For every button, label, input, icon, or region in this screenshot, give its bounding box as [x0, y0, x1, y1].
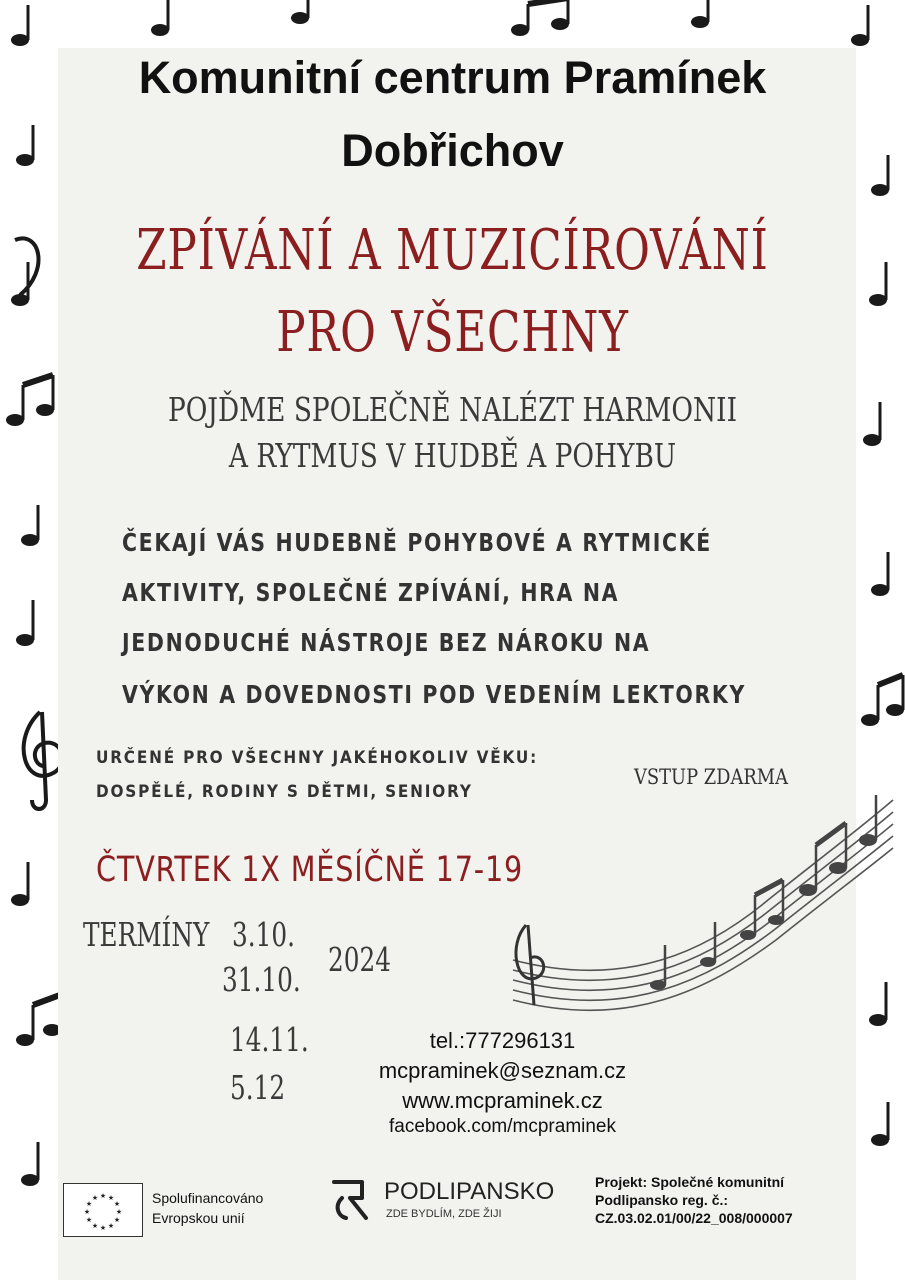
- podlipansko-name: PODLIPANSKO: [384, 1178, 555, 1205]
- svg-text:★: ★: [99, 1225, 107, 1232]
- podlipansko-tagline: ZDE BYDLÍM, ZDE ŽIJI: [386, 1208, 502, 1220]
- music-note-icon: [21, 1142, 39, 1186]
- subtitle-line1: POJĎME SPOLEČNĚ NALÉZT HARMONII: [167, 390, 738, 429]
- svg-text:★: ★: [99, 1193, 107, 1200]
- date-item: 14.11.: [230, 1020, 309, 1059]
- svg-text:★: ★: [107, 1223, 115, 1230]
- music-note-icon: [11, 5, 29, 46]
- svg-text:★: ★: [91, 1223, 99, 1230]
- music-note-icon: [291, 0, 309, 24]
- subtitle-line2: A RYTMUS V HUDBĚ A POHYBU: [228, 436, 677, 475]
- project-text-line1: Projekt: Společné komunitní: [595, 1174, 785, 1190]
- svg-text:★: ★: [85, 1217, 93, 1224]
- music-note-icon: [871, 1102, 889, 1146]
- description-line: JEDNODUCHÉ NÁSTROJE BEZ NÁROKU NA: [122, 628, 651, 657]
- contact-facebook[interactable]: facebook.com/mcpraminek: [388, 1116, 617, 1137]
- description-line: AKTIVITY, SPOLEČNÉ ZPÍVÁNÍ, HRA NA: [122, 578, 620, 607]
- eu-flag: [63, 1183, 143, 1237]
- music-note-icon: [11, 862, 29, 906]
- description-line: VÝKON A DOVEDNOSTI POD VEDENÍM LEKTORKY: [122, 680, 746, 709]
- music-note-icon: [869, 262, 887, 306]
- project-text-line2: Podlipansko reg. č.:: [595, 1192, 729, 1208]
- music-note-icon: [851, 5, 869, 46]
- music-note-icon: [861, 675, 904, 726]
- organization-location: Dobřichov: [341, 125, 564, 176]
- schedule-label: ČTVRTEK 1X MĚSÍČNĚ 17-19: [96, 850, 524, 890]
- svg-text:★: ★: [113, 1217, 121, 1224]
- contact-email[interactable]: mcpraminek@seznam.cz: [378, 1058, 627, 1083]
- eu-text-line1: Spolufinancováno: [152, 1190, 264, 1206]
- event-title-line1: ZPÍVÁNÍ A MUZICÍROVÁNÍ: [136, 218, 769, 283]
- music-note-icon: [151, 0, 169, 36]
- music-note-icon: [871, 552, 889, 596]
- svg-text:★: ★: [83, 1209, 91, 1216]
- podlipansko-logo-icon: [328, 1176, 376, 1224]
- music-note-icon: [11, 262, 29, 306]
- treble-clef-icon: [24, 712, 63, 809]
- project-text-line3: CZ.03.02.01/00/22_008/000007: [595, 1210, 793, 1226]
- music-note-icon: [863, 402, 881, 446]
- target-audience-line2: DOSPĚLÉ, RODINY S DĚTMI, SENIORY: [96, 782, 473, 802]
- music-note-icon: [21, 505, 39, 546]
- svg-text:★: ★: [91, 1195, 99, 1202]
- year-label: 2024: [328, 940, 391, 979]
- contact-phone: tel.:777296131: [429, 1028, 576, 1053]
- dates-label: TERMÍNY: [83, 915, 210, 954]
- svg-text:★: ★: [85, 1201, 93, 1208]
- free-entry-label: VSTUP ZDARMA: [634, 765, 788, 789]
- svg-text:★: ★: [115, 1209, 123, 1216]
- svg-text:★: ★: [113, 1201, 121, 1208]
- contact-website[interactable]: www.mcpraminek.cz: [402, 1088, 603, 1113]
- date-item: 3.10.: [232, 915, 295, 954]
- description-line: ČEKAJÍ VÁS HUDEBNĚ POHYBOVÉ A RYTMICKÉ: [122, 528, 712, 557]
- music-note-icon: [691, 0, 709, 28]
- music-note-icon: [511, 0, 569, 36]
- target-audience-line1: URČENÉ PRO VŠECHNY JAKÉHOKOLIV VĚKU:: [96, 748, 539, 768]
- music-note-icon: [6, 375, 54, 426]
- svg-text:★: ★: [107, 1195, 115, 1202]
- music-note-icon: [16, 995, 61, 1046]
- organization-name: Komunitní centrum Pramínek: [138, 52, 767, 103]
- eu-stars-icon: [64, 1184, 142, 1236]
- event-title-line2: PRO VŠECHNY: [276, 300, 629, 365]
- date-item: 5.12: [230, 1068, 286, 1107]
- eu-text-line2: Evropskou unií: [152, 1210, 245, 1226]
- music-staff-wave: [508, 740, 898, 1040]
- music-note-icon: [16, 600, 34, 646]
- date-item: 31.10.: [222, 960, 301, 999]
